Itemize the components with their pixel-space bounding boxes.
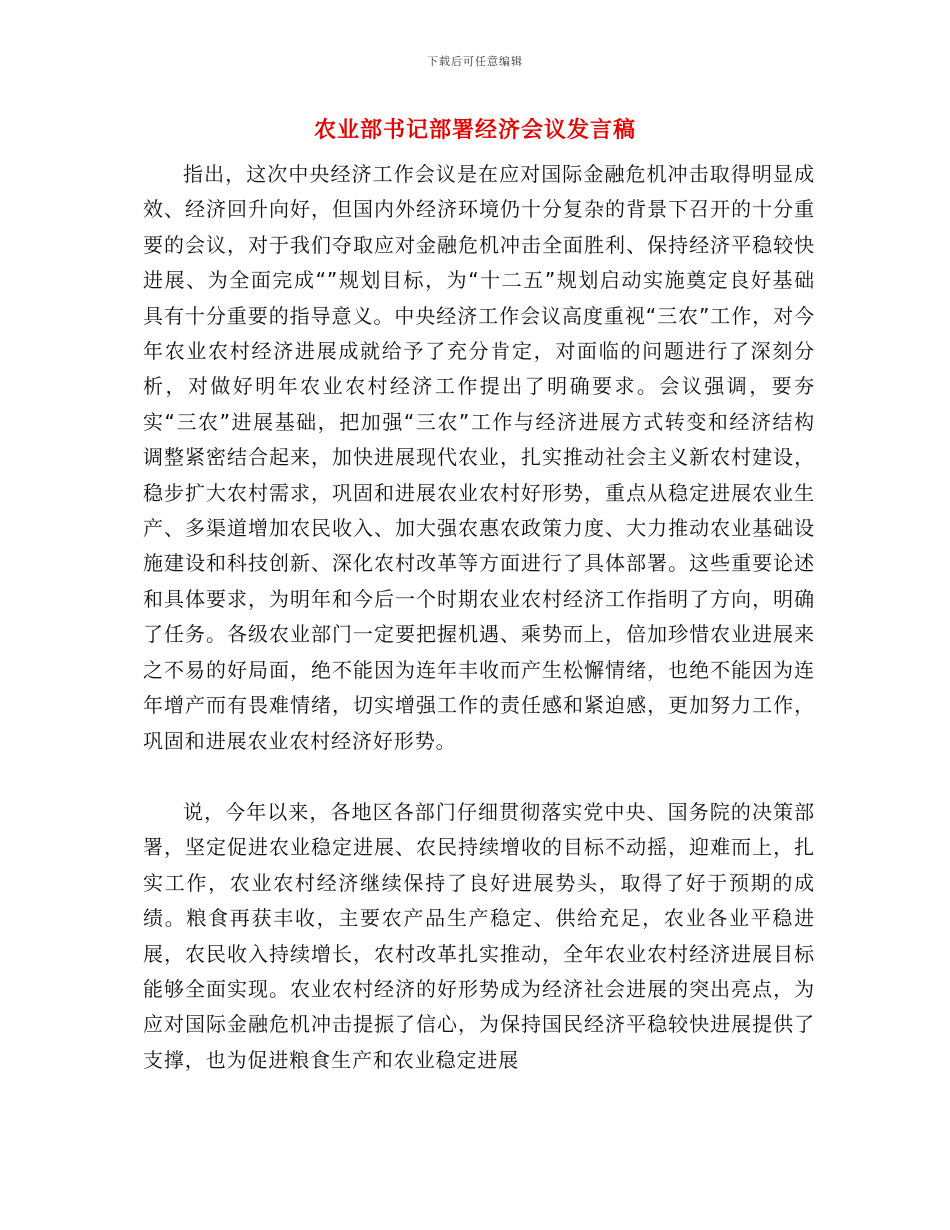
body-paragraph-1-block: [143, 157, 815, 759]
page-header-note: 下载后可任意编辑: [427, 55, 523, 68]
body-paragraph: 说，今年以来，各地区各部门仔细贯彻落实党中央、国务院的决策部署，坚定促进农业稳定进展、农民持续增收的目标不动摇，迎难而上，扎实工作，农业农村经济继续保持了良好进展势头，取得了好于预期的成绩。粮食再获丰收，主要农产品生产稳定、供给充足，农业各业平稳进展，农民收入持续增长，农村改革扎实推动，全年农业农村经济进展目标能够全面实现。农业农村经济的好形势成为经济社会进展的突出亮点，为应对国际金融危机冲击提振了信心，为保持国民经济平稳较快进展提供了支撑，也为促进粮食生产和农业稳定进展: [143, 800, 815, 1072]
document-title: 农业部书记部署经济会议发言稿: [313, 118, 636, 143]
body-paragraph: 指出，这次中央经济工作会议是在应对国际金融危机冲击取得明显成效、经济回升向好，但国内外经济环境仍十分复杂的背景下召开的十分重要的会议，对于我们夺取应对金融危机冲击全面胜利、保持经济平稳较快进展、为全面完成“”规划目标，为“十二五”规划启动实施奠定良好基础具有十分重要的指导意义。中央经济工作会议高度重视“三农”工作，对今年农业农村经济进展成就给予了充分肯定，对面临的问题进行了深刻分析，对做好明年农业农村经济工作提出了明确要求。会议强调，要夯实“三农”进展基础，把加强“三农”工作与经济进展方式转变和经济结构调整紧密结合起来，加快进展现代农业，扎实推动社会主义新农村建设，稳步扩大农村需求，巩固和进展农业农村好形势，重点从稳定进展农业生产、多渠道增加农民收入、加大强农惠农政策力度、大力推动农业基础设施建设和科技创新、深化农村改革等方面进行了具体部署。这些重要论述和具体要求，为明年和今后一个时期农业农村经济工作指明了方向，明确了任务。各级农业部门一定要把握机遇、乘势而上，倍加珍惜农业进展来之不易的好局面，绝不能因为连年丰收而产生松懈情绪，也绝不能因为连年增产而有畏难情绪，切实增强工作的责任感和紧迫感，更加努力工作，巩固和进展农业农村经济好形势。: [143, 162, 815, 753]
body-paragraph-2-block: [143, 795, 815, 1078]
